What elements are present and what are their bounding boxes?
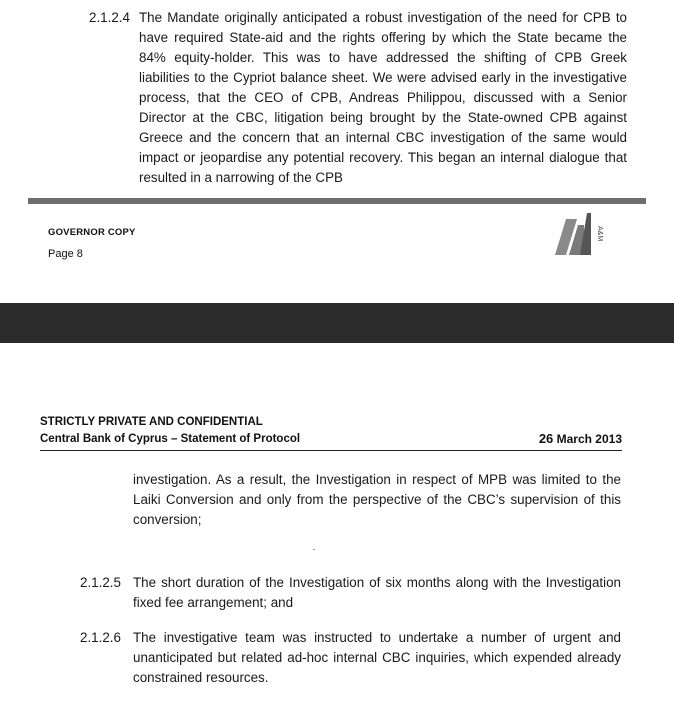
alvarez-marsal-logo-icon xyxy=(553,211,605,257)
page-divider xyxy=(0,303,674,343)
section-2-1-2-6 xyxy=(80,628,621,688)
section-text: The Mandate originally anticipated a robust investigation of the need for CPB to have required State-aid and the rights offering by which the State became the 84% equity-holder. This was to have addressed the shifting of CPB Greek liabilities to the Cypriot balance sheet. We were advised early in the investigative process, that the CEO of CPB, Andreas Philippou, discussed with a Senior Director at the CBC, litigation being brought by the State-owned CPB against Greece and the concern that an internal CBC investigation of the same would impact or jeopardise any potential recovery. This began an internal dialogue that resulted in a narrowing of the CPB xyxy=(139,10,627,185)
upper-page xyxy=(0,0,674,303)
continuation-text: investigation. As a result, the Investigation in respect of MPB was limited to the Laiki Conversion and only from the perspective of the CBC’s supervision of this conversion; xyxy=(133,472,621,527)
page-number: Page 8 xyxy=(48,248,83,260)
continuation-paragraph xyxy=(133,470,621,530)
confidentiality-header: STRICTLY PRIVATE AND CONFIDENTIAL xyxy=(40,416,263,428)
footer-rule xyxy=(28,198,646,204)
date-day: 26 xyxy=(538,431,554,446)
section-number: 2.1.2.5 xyxy=(80,575,121,590)
document-date xyxy=(539,431,622,446)
document-title: Central Bank of Cyprus – Statement of Protocol xyxy=(40,433,301,445)
section-number: 2.1.2.6 xyxy=(80,630,121,645)
header-rule xyxy=(40,450,622,451)
date-month-year: March 2013 xyxy=(553,432,622,446)
section-number: 2.1.2.4 xyxy=(89,10,130,25)
section-text: The short duration of the Investigation of six months along with the Investigation fixed fee arrangement; and xyxy=(133,575,621,610)
section-2-1-2-4 xyxy=(89,8,627,188)
svg-text:A&M: A&M xyxy=(596,226,603,242)
section-2-1-2-5 xyxy=(80,573,621,613)
scan-speck xyxy=(313,549,315,550)
governor-copy-label: GOVERNOR COPY xyxy=(48,227,136,238)
section-text: The investigative team was instructed to undertake a number of urgent and unanticipated but related ad-hoc internal CBC inquiries, which expended already constrained resources. xyxy=(133,630,621,685)
